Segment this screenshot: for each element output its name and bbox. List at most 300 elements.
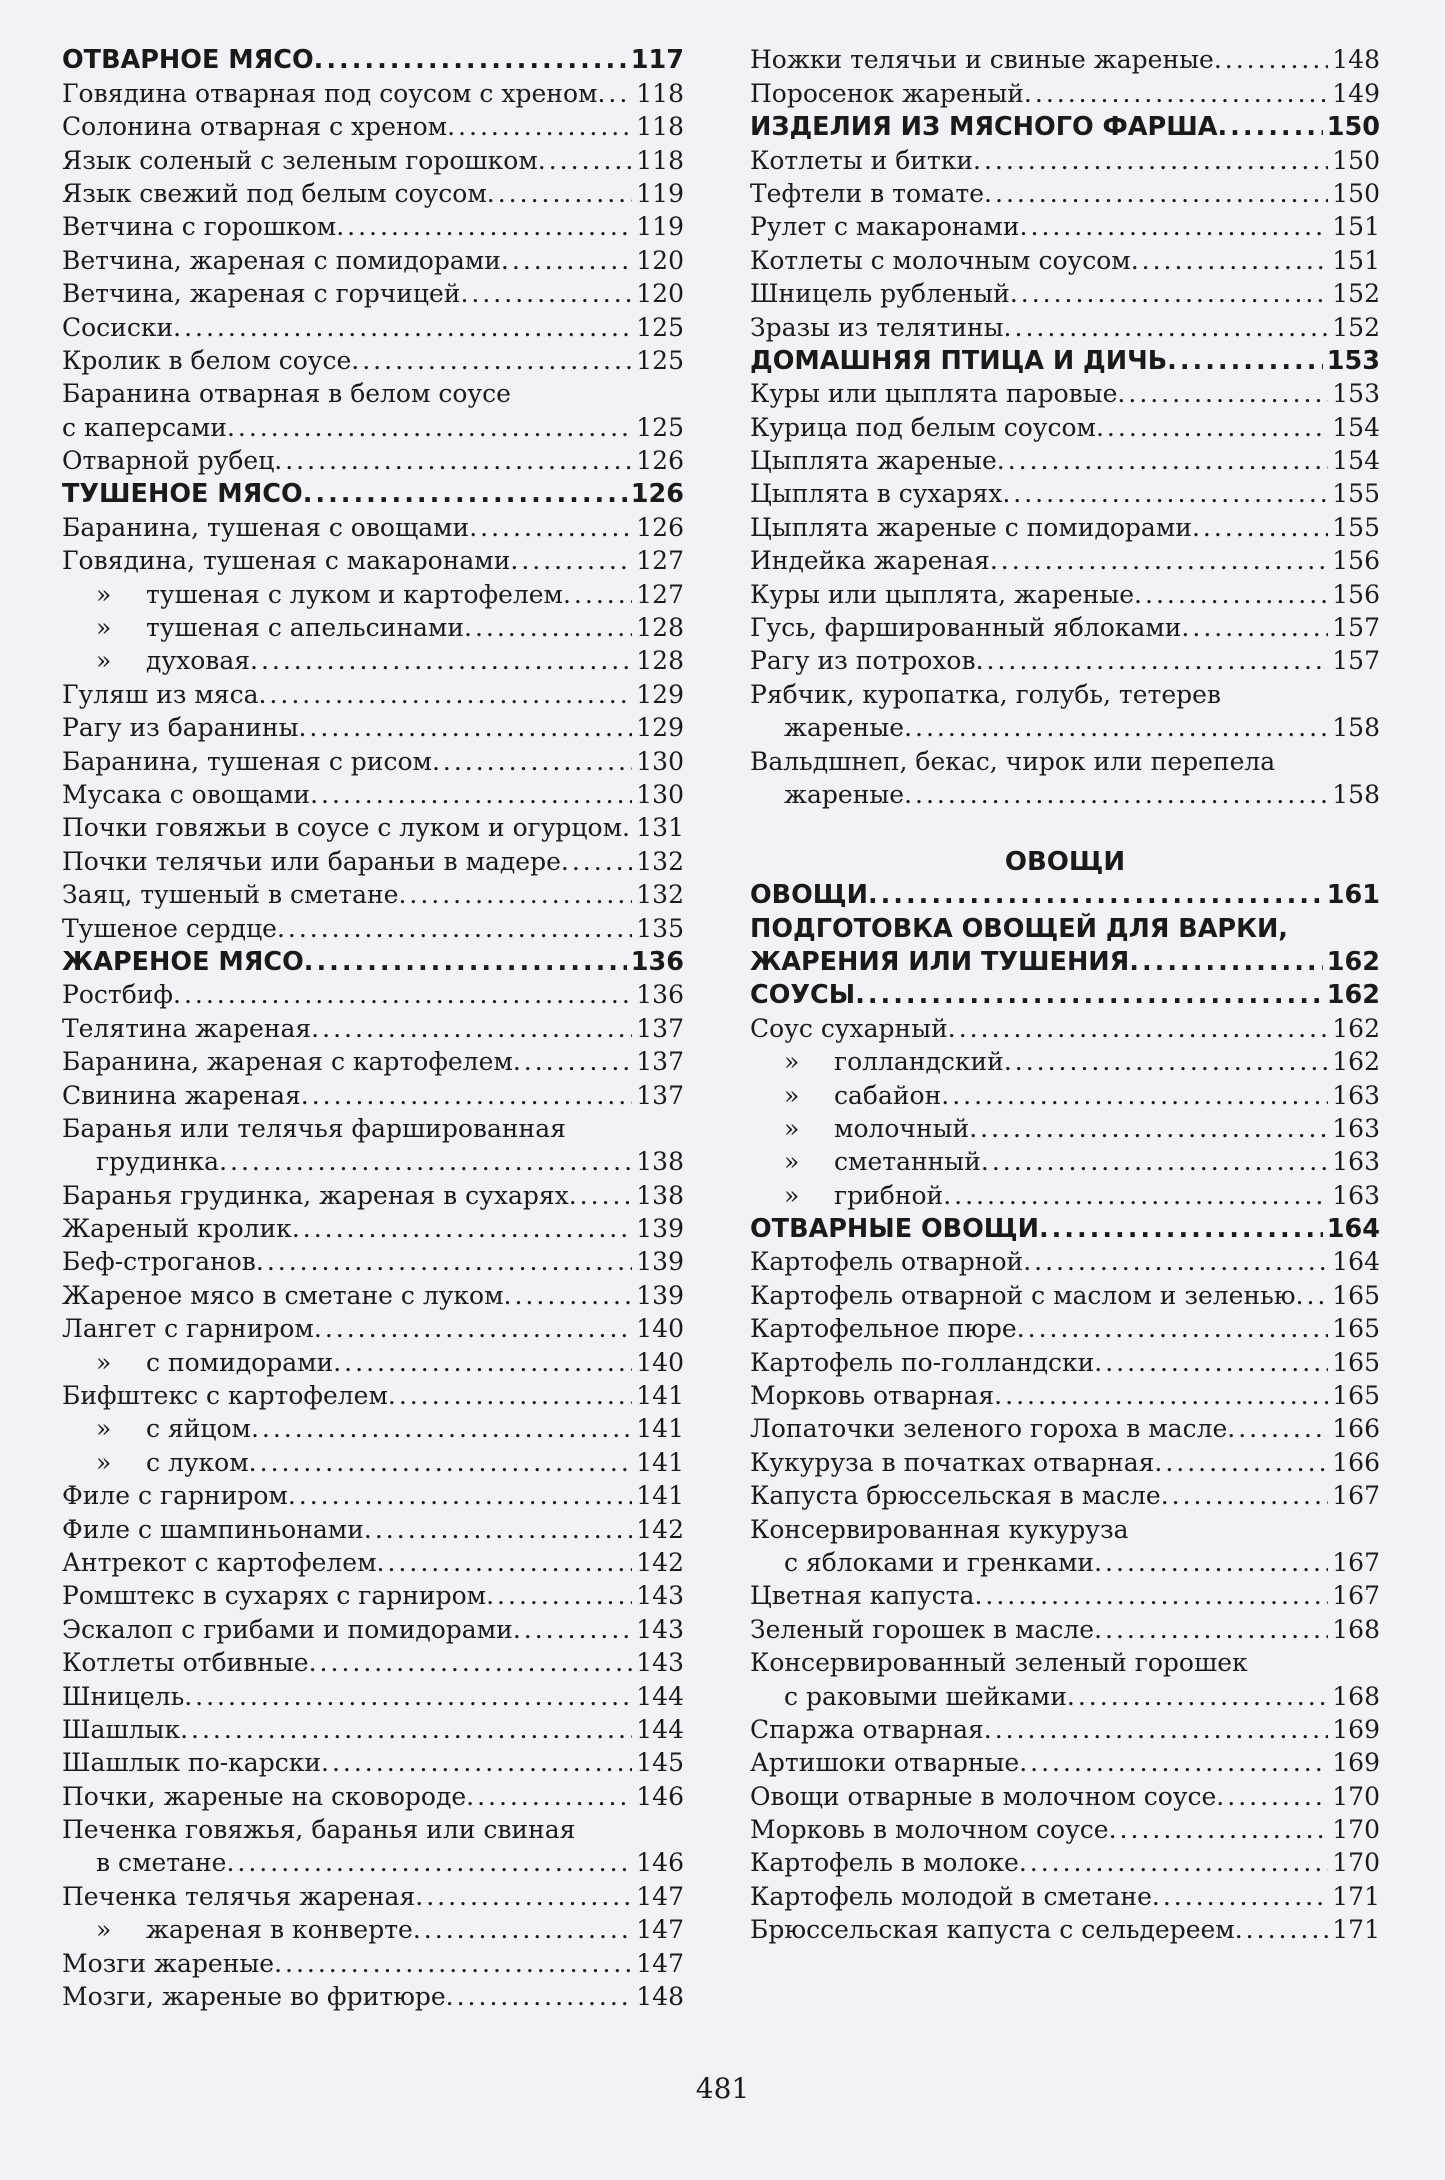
toc-page-number: 129 (636, 713, 684, 743)
toc-entry-title (62, 747, 432, 777)
toc-entry-text: Картофель отварной с маслом и зеленью (750, 1280, 1296, 1310)
dot-leader (1129, 947, 1322, 977)
toc-entry-text: Гуляш из мяса (62, 679, 259, 709)
toc-entry (750, 1745, 1380, 1778)
toc-entry (62, 109, 684, 142)
toc-page-number: 147 (636, 1915, 684, 1945)
toc-entry (62, 610, 684, 643)
dot-leader (398, 880, 632, 910)
dot-leader (219, 1147, 632, 1177)
toc-entry-text: Шашлык по-карски (62, 1748, 322, 1778)
toc-entry-text: Рагу из потрохов (750, 646, 976, 676)
dot-leader (948, 1014, 1329, 1044)
toc-entry (750, 1778, 1380, 1811)
toc-entry-text: Картофель в молоке (750, 1848, 1019, 1878)
toc-entry (750, 1444, 1380, 1477)
toc-section-text: ОВОЩИ (1004, 846, 1126, 877)
dot-leader (504, 1281, 633, 1311)
toc-entry-text: Язык свежий под белым соусом (62, 178, 487, 208)
toc-page-number: 171 (1332, 1915, 1380, 1945)
toc-entry-title (62, 1314, 314, 1344)
toc-page-number: 139 (636, 1214, 684, 1244)
toc-page-number: 139 (636, 1280, 684, 1310)
dot-leader (351, 346, 632, 376)
toc-page-number: 167 (1332, 1547, 1380, 1577)
toc-page-number: 163 (1332, 1113, 1380, 1143)
toc-entry-text: Жареное мясо в сметане с луком (62, 1280, 504, 1310)
dot-leader (1235, 1915, 1329, 1945)
toc-entry-text: Морковь в молочном соусе (750, 1815, 1109, 1845)
toc-entry-title (750, 546, 990, 576)
toc-entry (750, 309, 1380, 342)
dot-leader (311, 1014, 632, 1044)
toc-entry-text: Телятина жареная (62, 1013, 312, 1043)
dot-leader (277, 914, 632, 944)
toc-page-number: 128 (636, 613, 684, 643)
toc-page-number: 139 (636, 1247, 684, 1277)
ditto-mark: » (96, 1447, 112, 1477)
dot-leader (1010, 279, 1328, 309)
toc-entry (62, 676, 684, 709)
ditto-mark: » (96, 579, 112, 609)
dot-leader (274, 1949, 632, 1979)
toc-entry-text: Шницель рубленый (750, 279, 1010, 309)
dot-leader (1004, 1047, 1328, 1077)
dot-leader (976, 646, 1329, 676)
toc-entry-text: ЖАРЕНИЯ ИЛИ ТУШЕНИЯ (750, 946, 1130, 977)
toc-entry-text: ЖАРЕНОЕ МЯСО (62, 946, 304, 977)
dot-leader (314, 1314, 632, 1344)
toc-entry (62, 1611, 684, 1644)
toc-page-number: 119 (636, 212, 684, 242)
toc-entry-title (62, 313, 173, 343)
toc-page-number: 161 (1326, 880, 1380, 911)
toc-entry-text: Котлеты и битки (750, 145, 974, 175)
ditto-mark: » (784, 1047, 800, 1077)
toc-entry-text: Почки говяжьи в соусе с луком и огурцом (62, 813, 623, 843)
toc-page-number: 129 (636, 679, 684, 709)
toc-page-number: 136 (630, 946, 684, 977)
toc-entry (62, 777, 684, 810)
dot-leader (974, 1581, 1328, 1611)
toc-page-number: 138 (636, 1147, 684, 1177)
toc-page-number: 150 (1332, 145, 1380, 175)
dot-leader (460, 279, 632, 309)
toc-entry-title (750, 79, 1024, 109)
toc-page-number: 143 (636, 1648, 684, 1678)
toc-entry (62, 1578, 684, 1611)
toc-entry-title (750, 1882, 1152, 1912)
toc-entry-title (62, 713, 298, 743)
dot-leader (1024, 79, 1328, 109)
toc-entry-title (750, 246, 1131, 276)
toc-entry-title (834, 1081, 941, 1111)
ditto-mark: » (96, 1347, 112, 1377)
toc-entry-title (750, 1515, 1129, 1545)
toc-entry (62, 1344, 684, 1377)
toc-entry (62, 1077, 684, 1110)
toc-entry-title (750, 1281, 1296, 1311)
dot-leader (1117, 379, 1328, 409)
toc-entry-title (784, 1682, 1067, 1712)
toc-page-number: 136 (636, 980, 684, 1010)
toc-page-number: 145 (636, 1748, 684, 1778)
toc-entry (62, 1745, 684, 1778)
toc-page-number: 128 (636, 646, 684, 676)
toc-entry-title (750, 1414, 1227, 1444)
toc-page-number: 156 (1332, 579, 1380, 609)
toc-entry-title (62, 1181, 569, 1211)
toc-entry-text: Тефтели в томате (750, 178, 985, 208)
toc-entry (750, 1111, 1380, 1144)
toc-entry-text: Цыплята жареные с помидорами (750, 512, 1192, 542)
dot-leader (1067, 1682, 1328, 1712)
toc-entry (62, 1812, 684, 1845)
toc-entry-text: Свинина жареная (62, 1080, 301, 1110)
toc-entry-text: Консервированный зеленый горошек (750, 1648, 1248, 1678)
toc-entry-title (750, 212, 1020, 242)
toc-entry-title (62, 1548, 377, 1578)
ditto-mark: » (96, 613, 112, 643)
dot-leader (1131, 246, 1329, 276)
toc-entry (62, 1678, 684, 1711)
toc-entry-title (62, 680, 258, 710)
toc-entry-text: Картофель молодой в сметане (750, 1881, 1152, 1911)
toc-entry-title (834, 1114, 969, 1144)
toc-entry-text: Цыплята жареные (750, 446, 997, 476)
toc-entry-text: Курица под белым соусом (750, 412, 1096, 442)
toc-entry-title (750, 146, 973, 176)
toc-page-number: 141 (636, 1447, 684, 1477)
dot-leader (321, 1748, 632, 1778)
toc-entry (62, 1878, 684, 1911)
toc-entry-title (750, 1782, 1216, 1812)
toc-page-number: 153 (1326, 345, 1380, 376)
toc-entry-title (750, 914, 1288, 944)
dot-leader (301, 1081, 633, 1111)
toc-page-number: 126 (630, 479, 684, 510)
dot-leader (569, 1181, 633, 1211)
toc-page-number: 168 (1332, 1614, 1380, 1644)
toc-entry-title (750, 379, 1117, 409)
toc-entry-title (62, 1081, 301, 1111)
toc-entry (750, 476, 1380, 509)
toc-page-number: 170 (1332, 1815, 1380, 1845)
toc-entry-text: Цветная капуста (750, 1581, 975, 1611)
toc-entry-text: ИЗДЕЛИЯ ИЗ МЯСНОГО ФАРША (750, 112, 1218, 143)
toc-entry-text: Почки, жареные на сковороде (62, 1781, 467, 1811)
toc-page-number: 142 (636, 1547, 684, 1577)
toc-page-number: 163 (1332, 1147, 1380, 1177)
dot-leader (333, 1348, 632, 1378)
toc-entry-text: в сметане (96, 1848, 227, 1878)
toc-page-number: 165 (1332, 1280, 1380, 1310)
toc-entry (62, 176, 684, 209)
dot-leader (513, 1615, 632, 1645)
toc-entry (750, 777, 1380, 810)
toc-entry-text: Печенка телячья жареная (62, 1881, 416, 1911)
toc-entry-title (784, 780, 904, 810)
dot-leader (184, 1682, 632, 1712)
dot-leader (904, 780, 1328, 810)
toc-page-number: 157 (1332, 613, 1380, 643)
toc-entry-text: жареная в конверте (146, 1915, 413, 1945)
toc-entry-title (750, 747, 1275, 777)
dot-leader (1039, 1214, 1323, 1244)
toc-entry (62, 1912, 684, 1945)
toc-entry-title (750, 1581, 974, 1611)
toc-page-number: 137 (636, 1013, 684, 1043)
toc-entry (750, 743, 1380, 776)
toc-page-number: 125 (636, 312, 684, 342)
toc-page-number: 170 (1332, 1781, 1380, 1811)
toc-entry-text: Печенка говяжья, баранья или свиная (62, 1815, 576, 1845)
dot-leader (274, 446, 632, 476)
toc-entry (750, 1578, 1380, 1611)
toc-entry (750, 1878, 1380, 1911)
dot-leader (487, 179, 633, 209)
dot-leader (969, 1114, 1328, 1144)
toc-entry (62, 1411, 684, 1444)
toc-page-number: 125 (636, 412, 684, 442)
toc-entry-title (750, 1715, 984, 1745)
toc-page-number: 162 (1326, 980, 1380, 1011)
toc-entry-title (62, 1615, 513, 1645)
dot-leader (1192, 513, 1328, 543)
toc-entry-title (62, 914, 277, 944)
dot-leader (1109, 1815, 1329, 1845)
toc-entry-title (62, 1782, 466, 1812)
toc-heading (62, 42, 684, 75)
toc-entry (62, 543, 684, 576)
toc-page-number: 163 (1332, 1080, 1380, 1110)
toc-entry-text: Котлеты отбивные (62, 1648, 309, 1678)
toc-entry-text: с яблоками и гренками (784, 1547, 1095, 1577)
toc-entry-title (62, 1715, 180, 1745)
toc-entry-title (96, 1147, 219, 1177)
toc-page-number: 154 (1332, 446, 1380, 476)
toc-entry-title (62, 479, 303, 509)
toc-page-number: 150 (1326, 112, 1380, 143)
toc-entry (62, 1111, 684, 1144)
dot-leader (180, 1715, 632, 1745)
toc-entry (62, 1945, 684, 1978)
toc-entry-text: Мусака с овощами (62, 779, 311, 809)
toc-page-number: 120 (636, 279, 684, 309)
toc-entry-text: сабайон (834, 1080, 942, 1110)
toc-page-number: 147 (636, 1881, 684, 1911)
dot-leader (336, 212, 632, 242)
toc-page-number: 148 (636, 1982, 684, 2012)
toc-entry-title (62, 980, 173, 1010)
dot-leader (1002, 479, 1328, 509)
toc-heading (750, 944, 1380, 977)
toc-entry (750, 1545, 1380, 1578)
toc-entry (62, 1311, 684, 1344)
toc-entry-text: Баранья грудинка, жареная в сухарях (62, 1180, 569, 1210)
toc-entry-title (62, 847, 561, 877)
ditto-mark: » (784, 1180, 800, 1210)
toc-entry-text: Филе с шампиньонами (62, 1514, 364, 1544)
toc-entry (62, 1211, 684, 1244)
dot-leader (249, 1448, 633, 1478)
toc-page-number: 132 (636, 846, 684, 876)
dot-leader (432, 747, 632, 777)
toc-page-number: 140 (636, 1314, 684, 1344)
toc-entry-title (750, 1314, 1017, 1344)
dot-leader (227, 413, 632, 443)
dot-leader (1020, 212, 1329, 242)
toc-entry-text: Артишоки отварные (750, 1748, 1020, 1778)
toc-entry-title (750, 1448, 1154, 1478)
toc-entry-title (750, 513, 1192, 543)
toc-entry-title (750, 45, 1214, 75)
toc-page-number: 135 (636, 913, 684, 943)
dot-leader (173, 980, 632, 1010)
toc-entry-text: Лангет с гарниром (62, 1314, 314, 1344)
toc-entry-title (146, 1414, 251, 1444)
toc-heading (62, 944, 684, 977)
toc-entry-title (62, 947, 304, 977)
toc-page-number: 131 (636, 813, 684, 843)
toc-entry (750, 276, 1380, 309)
dot-leader (288, 1481, 632, 1511)
toc-entry-title (750, 179, 984, 209)
toc-entry (62, 1444, 684, 1477)
toc-entry-title (750, 1915, 1235, 1945)
toc-entry-text: Шницель (62, 1681, 185, 1711)
toc-entry-text: Соус сухарный (750, 1013, 948, 1043)
dot-leader (1227, 1414, 1328, 1444)
toc-entry-title (62, 413, 227, 443)
toc-entry-text: сметанный (834, 1147, 981, 1177)
toc-entry-text: голландский (834, 1047, 1004, 1077)
dot-leader (310, 780, 632, 810)
toc-entry-title (834, 1147, 981, 1177)
toc-entry (62, 1378, 684, 1411)
toc-entry-text: Зеленый горошек в масле (750, 1614, 1095, 1644)
dot-leader (1023, 1247, 1328, 1277)
toc-page-number: 165 (1332, 1381, 1380, 1411)
dot-leader (314, 45, 627, 75)
toc-page-number: 164 (1326, 1214, 1380, 1245)
dot-leader (984, 179, 1328, 209)
toc-entry (750, 1344, 1380, 1377)
dot-leader (298, 713, 632, 743)
toc-entry-title (62, 1982, 446, 2012)
toc-entry-title (750, 479, 1002, 509)
dot-leader (1152, 1882, 1328, 1912)
dot-leader (943, 1181, 1328, 1211)
toc-page-number: 165 (1332, 1347, 1380, 1377)
toc-entry-text: Гусь, фаршированный яблоками (750, 613, 1182, 643)
dot-leader (413, 1915, 632, 1945)
toc-page-number: 130 (636, 746, 684, 776)
toc-entry-title (750, 1648, 1248, 1678)
toc-entry (62, 75, 684, 108)
toc-entry (750, 376, 1380, 409)
toc-entry-title (146, 613, 464, 643)
toc-entry-text: Вальдшнеп, бекас, чирок или перепела (750, 746, 1276, 776)
toc-entry (750, 1645, 1380, 1678)
toc-entry-title (62, 880, 398, 910)
toc-page-number: 142 (636, 1514, 684, 1544)
toc-page-number: 127 (636, 579, 684, 609)
toc-entry-title (750, 1381, 994, 1411)
toc-entry (750, 1478, 1380, 1511)
dot-leader (994, 1381, 1328, 1411)
toc-entry-text: Котлеты с молочным соусом (750, 245, 1131, 275)
toc-entry-title (750, 646, 976, 676)
toc-entry-title (62, 79, 597, 109)
toc-entry (750, 509, 1380, 542)
dot-leader (486, 1581, 632, 1611)
toc-page-number: 149 (1332, 78, 1380, 108)
toc-page-number: 162 (1326, 946, 1380, 977)
toc-page-number: 126 (636, 446, 684, 476)
dot-leader (364, 1515, 632, 1545)
dot-leader (1004, 313, 1329, 343)
toc-entry (750, 1611, 1380, 1644)
toc-page-number: 155 (1332, 512, 1380, 542)
toc-entry-text: Бифштекс с картофелем (62, 1381, 388, 1411)
toc-heading (750, 109, 1380, 142)
dot-leader (173, 313, 632, 343)
dot-leader (388, 1381, 632, 1411)
toc-entry (62, 142, 684, 175)
dot-leader (377, 1548, 633, 1578)
dot-leader (1181, 613, 1328, 643)
toc-entry (62, 409, 684, 442)
toc-page-number: 151 (1332, 245, 1380, 275)
toc-entry (750, 710, 1380, 743)
toc-page-number: 162 (1332, 1047, 1380, 1077)
dot-leader (292, 1214, 632, 1244)
toc-entry (750, 1812, 1380, 1845)
toc-entry-text: Индейка жареная (750, 546, 990, 576)
toc-page-number: 141 (636, 1414, 684, 1444)
toc-page-number: 125 (636, 345, 684, 375)
toc-entry-text: Овощи отварные в молочном соусе (750, 1781, 1217, 1811)
dot-leader (538, 146, 633, 176)
toc-entry (750, 576, 1380, 609)
toc-entry-text: Куры или цыплята паровые (750, 379, 1118, 409)
toc-entry-title (784, 1548, 1094, 1578)
dot-leader (997, 446, 1329, 476)
toc-page-number: 140 (636, 1347, 684, 1377)
toc-entry (750, 1044, 1380, 1077)
toc-entry (62, 877, 684, 910)
toc-page-number: 155 (1332, 479, 1380, 509)
toc-page-number: 158 (1332, 713, 1380, 743)
dot-leader (1134, 580, 1328, 610)
toc-entry (62, 376, 684, 409)
toc-entry-title (146, 1448, 249, 1478)
toc-entry-title (146, 580, 563, 610)
toc-entry-title (62, 1648, 309, 1678)
toc-page-number: 119 (636, 178, 684, 208)
toc-entry-title (750, 580, 1134, 610)
toc-page-number: 137 (636, 1047, 684, 1077)
toc-entry-text: Картофель по-голландски (750, 1347, 1095, 1377)
toc-entry-title (62, 1281, 504, 1311)
dot-leader (1094, 1615, 1328, 1645)
ditto-mark: » (784, 1113, 800, 1143)
toc-entry-text: Солонина отварная с хреном (62, 112, 448, 142)
toc-page-number: 141 (636, 1481, 684, 1511)
toc-entry-title (62, 813, 622, 843)
toc-page-number: 146 (636, 1848, 684, 1878)
